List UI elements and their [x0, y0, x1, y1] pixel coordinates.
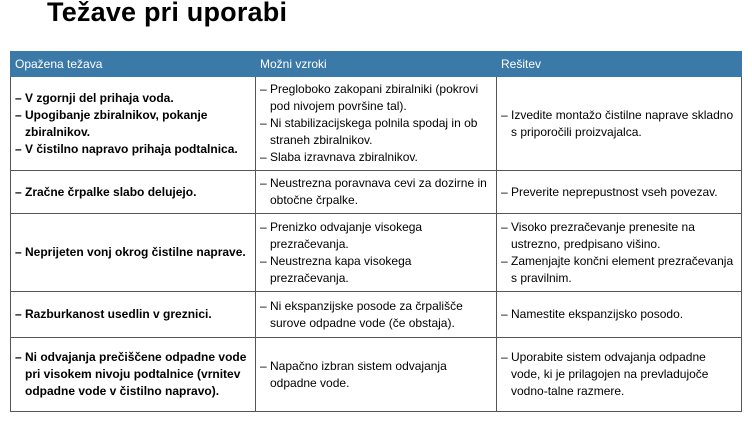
cause-item: – Ni stabilizacijskega polnila spodaj in ob straneh zbiralnikov.	[260, 115, 492, 149]
solution-item: – Zamenjajte končni element prezračevanja s pravilnim.	[501, 253, 737, 287]
problem-cell	[11, 171, 256, 214]
cause-cell	[256, 171, 497, 214]
problem-item: – V zgornji del prihaja voda.	[15, 90, 251, 107]
cause-item: – Napačno izbran sistem odvajanja odpadne vode.	[260, 358, 492, 392]
problem-item: – V čistilno napravo prihaja podtalnica.	[15, 141, 251, 158]
table-row	[11, 171, 742, 214]
table-row	[11, 214, 742, 292]
solution-cell	[497, 77, 742, 171]
table-row	[11, 77, 742, 171]
solution-cell	[497, 338, 742, 412]
solution-cell	[497, 171, 742, 214]
problem-cell	[11, 214, 256, 292]
table-row	[11, 292, 742, 338]
problem-cell	[11, 77, 256, 171]
cause-cell	[256, 338, 497, 412]
solution-item: – Uporabite sistem odvajanja odpadne vode, ki je prilagojen na prevladujoče vodno-talne razmere.	[501, 349, 737, 400]
table-row	[11, 338, 742, 412]
cause-cell	[256, 214, 497, 292]
problem-item: – Ni odvajanja prečiščene odpadne vode pri visokem nivoju podtalnice (vrnitev odpadne vode v čistilno napravo).	[15, 349, 251, 400]
cause-item: – Ni ekspanzijske posode za črpališče surove odpadne vode (če obstaja).	[260, 298, 492, 332]
problem-item: – Neprijeten vonj okrog čistilne naprave.	[15, 244, 251, 261]
problem-item: – Razburkanost usedlin v greznici.	[15, 306, 251, 323]
column-header-causes: Možni vzroki	[256, 52, 497, 77]
cause-item: – Pregloboko zakopani zbiralniki (pokrovi pod nivojem površine tal).	[260, 81, 492, 115]
solution-item: – Preverite neprepustnost vseh povezav.	[501, 184, 737, 201]
problem-cell	[11, 338, 256, 412]
solution-item: – Izvedite montažo čistilne naprave skladno s priporočili proizvajalca.	[501, 107, 737, 141]
table-header-row	[11, 52, 742, 77]
cause-item: – Neustrezna kapa visokega prezračevanja.	[260, 253, 492, 287]
solution-cell	[497, 214, 742, 292]
solution-cell	[497, 292, 742, 338]
column-header-problem: Opažena težava	[11, 52, 256, 77]
column-header-solution: Rešitev	[497, 52, 742, 77]
troubleshooting-table	[10, 51, 742, 412]
problem-item: – Zračne črpalke slabo delujejo.	[15, 184, 251, 201]
cause-item: – Slaba izravnava zbiralnikov.	[260, 149, 492, 166]
solution-item: – Namestite ekspanzijsko posodo.	[501, 306, 737, 323]
cause-item: – Prenizko odvajanje visokega prezračevanja.	[260, 219, 492, 253]
page-title: Težave pri uporabi	[47, 0, 288, 27]
cause-cell	[256, 77, 497, 171]
cause-item: – Neustrezna poravnava cevi za dozirne in obtočne črpalke.	[260, 175, 492, 209]
solution-item: – Visoko prezračevanje prenesite na ustrezno, predpisano višino.	[501, 219, 737, 253]
cause-cell	[256, 292, 497, 338]
problem-cell	[11, 292, 256, 338]
problem-item: – Upogibanje zbiralnikov, pokanje zbiralnikov.	[15, 107, 251, 141]
